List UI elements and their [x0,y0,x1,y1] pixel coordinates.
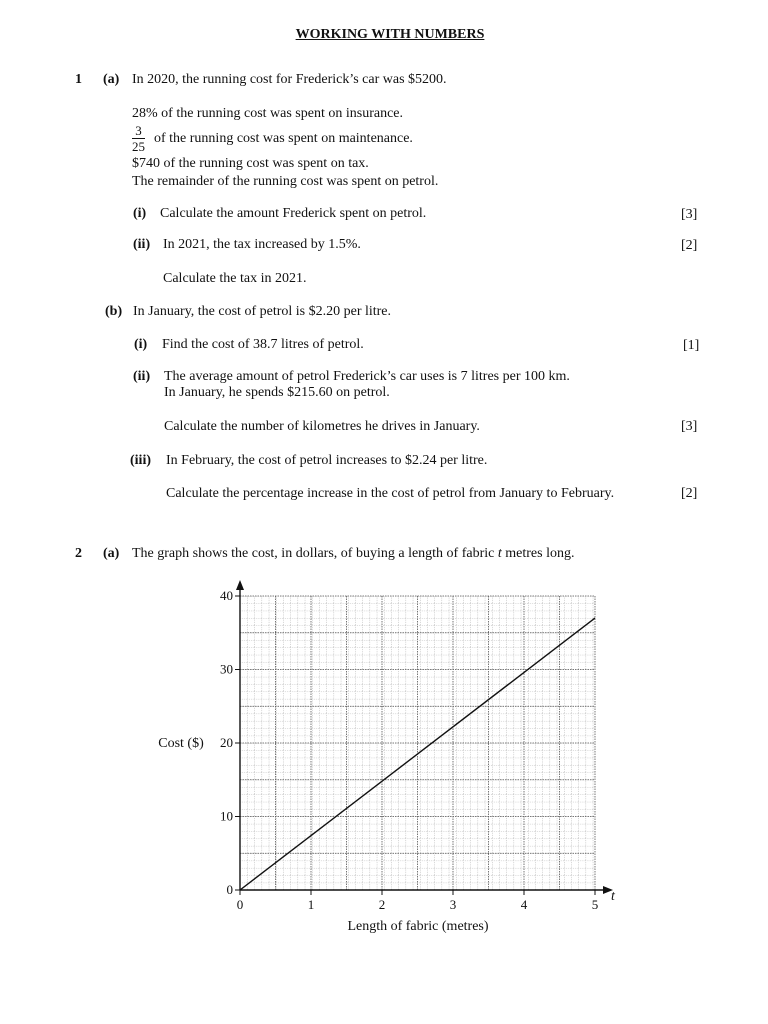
q1ai-marks: [3] [681,207,698,222]
q1bii-marks: [3] [681,419,698,434]
q1a-maintenance-line: of the running cost was spent on maintenance. [154,131,413,146]
q1bii-text: The average amount of petrol Frederick’s car uses is 7 litres per 100 km. [164,369,570,384]
y-tick-label: 0 [226,882,233,897]
x-tick-label: 4 [520,897,528,912]
question-2-number: 2 [75,546,82,561]
q1bii-text3: Calculate the number of kilometres he drives in January. [164,419,480,434]
q2a-text-before: The graph shows the cost, in dollars, of buying a length of fabric [132,546,498,561]
q2a-variable: t [497,546,502,561]
fraction-numerator: 3 [132,124,145,139]
x-tick-label: 5 [591,897,599,912]
q1aii-text2: Calculate the tax in 2021. [163,271,307,286]
q1bi-label: (i) [134,337,148,352]
maintenance-fraction [132,124,145,153]
q1a-petrol-line: The remainder of the running cost was spent on petrol. [132,174,439,189]
q2a-label: (a) [103,546,120,561]
cost-graph [0,564,768,1024]
q1ai-text: Calculate the amount Frederick spent on petrol. [160,206,427,221]
y-tick-label: 40 [220,588,233,603]
x-axis-label: Length of fabric (metres) [347,919,489,934]
x-axis-variable: t [611,889,615,904]
q1biii-label: (iii) [130,453,151,468]
fraction-denominator: 25 [132,139,145,154]
grid [240,596,595,890]
x-tick-label: 1 [307,897,315,912]
q1a-label: (a) [103,72,120,87]
q2a-text-after: metres long. [501,546,575,561]
y-axis-arrow [236,580,244,590]
q1ai-label: (i) [133,206,147,221]
y-axis-label: Cost ($) [158,736,204,751]
q1bi-marks: [1] [683,338,700,353]
q1b-intro: In January, the cost of petrol is $2.20 per litre. [133,304,392,319]
page-title: WORKING WITH NUMBERS [295,27,485,42]
q1aii-text: In 2021, the tax increased by 1.5%. [163,237,361,252]
q1a-intro: In 2020, the running cost for Frederick’s car was $5200. [132,72,447,87]
x-tick-label: 0 [236,897,244,912]
q1biii-text: In February, the cost of petrol increases to $2.24 per litre. [166,453,488,468]
question-1-number: 1 [75,72,82,87]
x-tick-label: 2 [378,897,386,912]
q1a-insurance-line: 28% of the running cost was spent on insurance. [132,106,403,121]
y-tick-label: 20 [220,735,233,750]
q1biii-marks: [2] [681,486,698,501]
q1aii-marks: [2] [681,238,698,253]
y-tick-label: 30 [220,661,233,677]
q1bi-text: Find the cost of 38.7 litres of petrol. [162,337,364,352]
x-tick-label: 3 [449,897,457,912]
q1a-tax-line: $740 of the running cost was spent on tax. [132,156,369,171]
q1b-label: (b) [105,304,123,319]
q2a-text [132,547,574,561]
q1aii-label: (ii) [133,237,151,252]
q1bii-label: (ii) [133,369,151,384]
q1bii-text2: In January, he spends $215.60 on petrol. [164,385,390,400]
y-tick-label: 10 [220,808,233,824]
q1biii-text2: Calculate the percentage increase in the cost of petrol from January to February. [166,486,615,501]
